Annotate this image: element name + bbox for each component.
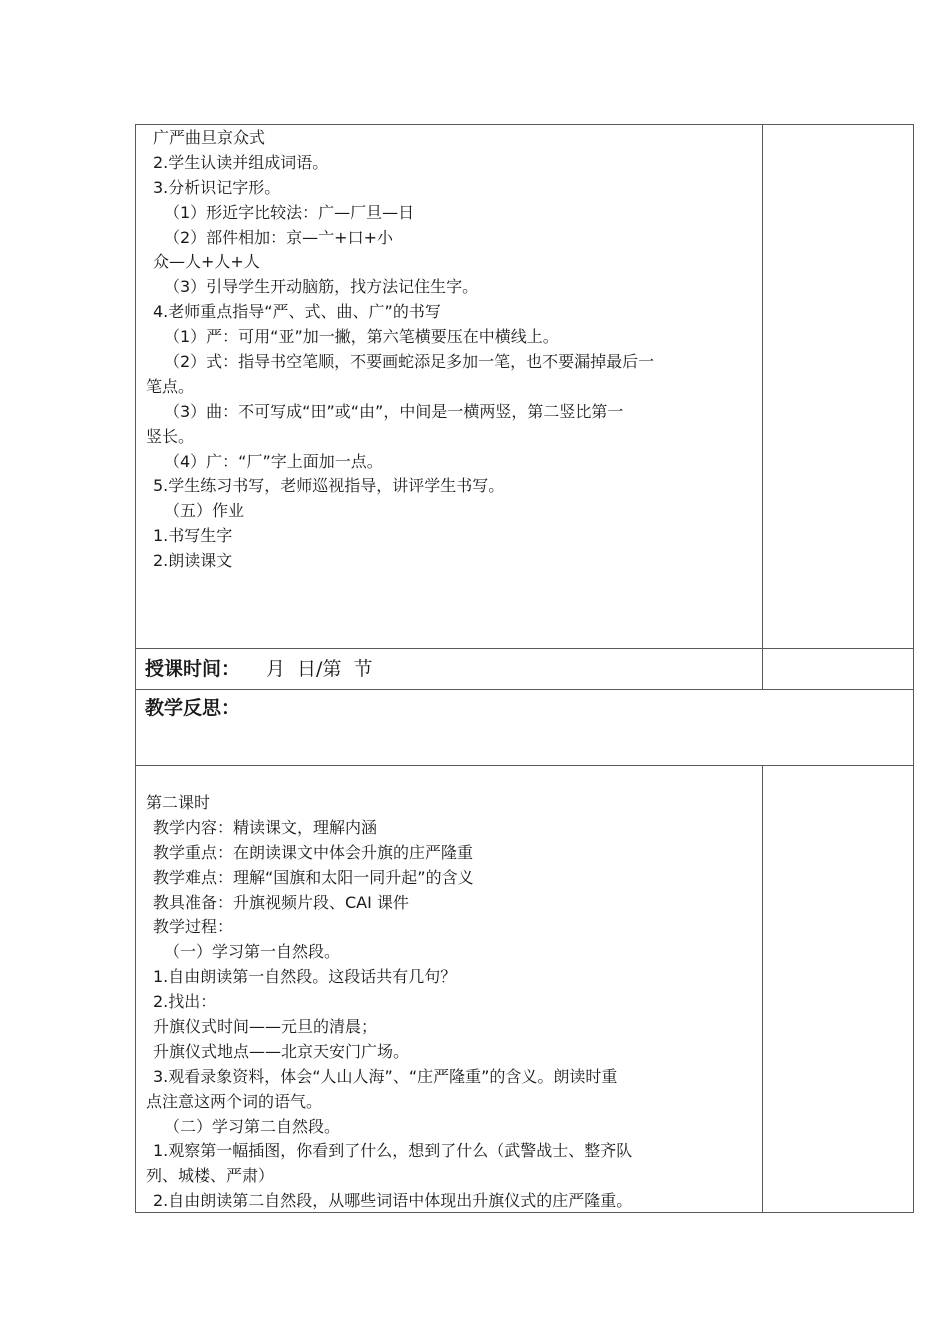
text-line: 2.朗读课文 [153, 551, 233, 571]
text-line: 3.分析识记字形。 [153, 177, 281, 197]
text-line: 点注意这两个词的语气。 [146, 1091, 323, 1111]
text-line: 3.观看录象资料，体会“人山人海”、“庄严隆重”的含义。朗读时重 [153, 1066, 618, 1086]
text-line: 5.学生练习书写，老师巡视指导，讲评学生书写。 [153, 476, 505, 496]
text-line: （2）式：指导书空笔顺，不要画蛇添足多加一笔，也不要漏掉最后一 [164, 352, 655, 372]
schedule-cell [135, 648, 763, 690]
text-line: 1.观察第一幅插图，你看到了什么，想到了什么（武警战士、整齐队 [153, 1141, 633, 1161]
text-line: 广严曲旦京众式 [153, 128, 266, 147]
schedule-label-text: 授课时间： [145, 658, 241, 680]
text-line: （1）严：可用“亚”加一撇，第六笔横要压在中横线上。 [164, 327, 559, 347]
text-line: 众—人+人+人 [153, 252, 260, 272]
text-line: （3）引导学生开动脑筋，找方法记住生字。 [164, 277, 479, 297]
text-line: （4）广：“厂”字上面加一点。 [164, 451, 383, 471]
text-line: 列、城楼、严肃） [146, 1166, 275, 1186]
reflection-label: 教学反思： [145, 697, 241, 719]
text-line: 教学难点：理解“国旗和太阳一同升起”的含义 [153, 867, 474, 887]
lesson2-notes-cell [762, 765, 914, 1213]
text-line: 4.老师重点指导“严、式、曲、广”的书写 [153, 302, 441, 322]
lesson1-content-cell [135, 124, 763, 649]
text-line: 1.书写生字 [153, 526, 233, 546]
text-line: （1）形近字比较法：广—厂旦—日 [164, 202, 415, 222]
lesson1-notes-cell [762, 124, 914, 649]
text-line: （3）曲：不可写成“田”或“由”，中间是一横两竖，第二竖比第一 [164, 401, 624, 421]
text-line: （一）学习第一自然段。 [164, 942, 341, 962]
lesson2-lines [136, 791, 762, 1214]
reflection-cell [135, 689, 914, 766]
lesson-plan-table [135, 124, 914, 1213]
schedule-label [145, 654, 373, 681]
text-line: 笔点。 [146, 376, 195, 396]
text-line: 第二课时 [146, 793, 211, 812]
text-line: 教具准备：升旗视频片段、CAI 课件 [153, 892, 409, 912]
text-line: （二）学习第二自然段。 [164, 1116, 341, 1136]
text-line: 2.学生认读并组成词语。 [153, 152, 329, 172]
text-line: 竖长。 [146, 426, 195, 446]
text-line: 2.找出： [153, 992, 217, 1012]
schedule-value: 月 日/第 节 [266, 658, 373, 680]
lesson1-lines [136, 126, 762, 574]
text-line: （2）部件相加：京—亠+口+小 [164, 227, 393, 247]
text-line: 教学过程： [153, 917, 234, 937]
text-line: 升旗仪式时间——元旦的清晨； [153, 1017, 378, 1037]
text-line: （五）作业 [164, 501, 245, 521]
text-line: 升旗仪式地点——北京天安门广场。 [153, 1041, 410, 1061]
text-line: 2.自由朗读第二自然段，从哪些词语中体现出升旗仪式的庄严隆重。 [153, 1191, 633, 1211]
text-line: 1.自由朗读第一自然段。这段话共有几句？ [153, 967, 457, 987]
schedule-notes-cell [762, 648, 914, 690]
text-line: 教学重点：在朗读课文中体会升旗的庄严隆重 [153, 842, 474, 862]
text-line: 教学内容：精读课文，理解内涵 [153, 817, 378, 837]
lesson2-content-cell [135, 765, 763, 1213]
